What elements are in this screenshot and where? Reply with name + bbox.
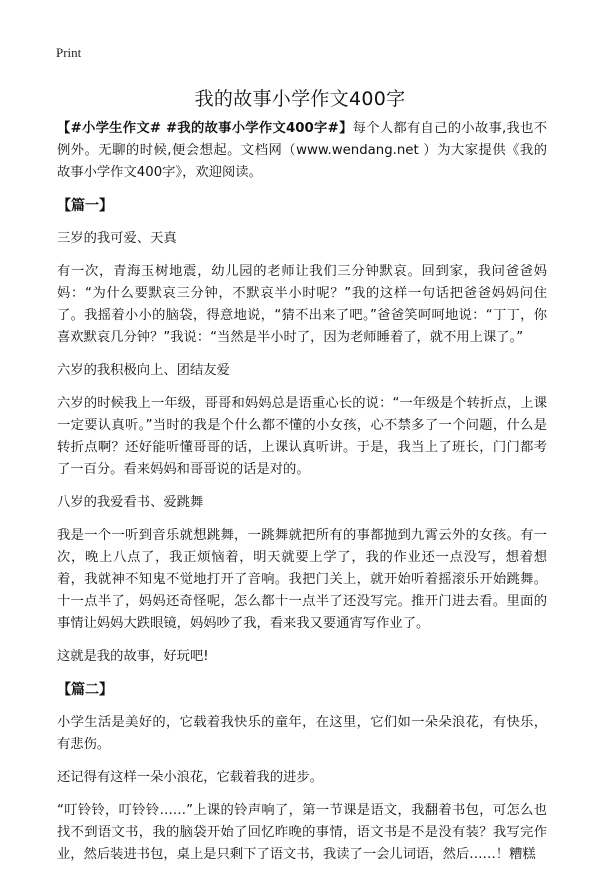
story2-paragraph-3: “叮铃铃，叮铃铃……”上课的铃声响了，第一节课是语文，我翻着书包，可怎么也找不到语文书，我的脑袋开始了回忆昨晚的事情，语文书是不是没有装？我写完作业，然后装进书包，桌上是只剩下了语文书，我读了一会儿词语，然后……！糟糕: [57, 803, 547, 862]
subheading-age-8: 八岁的我爱看书、爱跳舞: [57, 495, 204, 510]
page-title: 我的故事小学作文400字: [194, 88, 406, 110]
intro-text: 每个人都有自己的小故事,我也不例外。无聊的时候,便会想起。文档网（www.wendang.net ）为大家提供《我的故事小学作文400字》，欢迎阅读。: [57, 121, 548, 180]
print-link[interactable]: Print: [56, 45, 82, 60]
story2-paragraph-2: 还记得有这样一朵小浪花，它载着我的进步。: [57, 770, 323, 785]
story-paragraph-2: 六岁的时候我上一年级，哥哥和妈妈总是语重心长的说：“一年级是个转折点，上课一定要认真听。”当时的我是个什么都不懂的小女孩，心不禁多了一个问题，什么是转折点啊？还好能听懂哥哥的话，上课认真听讲。于是，我当上了班长，门门都考了一百分。看来妈妈和哥哥说的话是对的。: [57, 396, 547, 477]
section-heading-1: 【篇一】: [57, 198, 113, 214]
subheading-age-3: 三岁的我可爱、天真: [57, 231, 177, 246]
subheading-age-6: 六岁的我积极向上、团结友爱: [57, 363, 230, 378]
story-paragraph-3: 我是一个一听到音乐就想跳舞，一跳舞就把所有的事都抛到九霄云外的女孩。有一次，晚上八点了，我正烦恼着，明天就要上学了，我的作业还一点没写，想着想着，我就神不知鬼不觉地打开了音响。我把门关上，就开始听着摇滚乐开始跳舞。十一点半了，妈妈还奇怪呢，怎么都十一点半了还没写完。推开门进去看。里面的事情让妈妈大跌眼镜，妈妈吵了我，看来我又要通宵写作业了。: [57, 528, 547, 631]
section-heading-2: 【篇二】: [57, 682, 113, 698]
intro-paragraph: [57, 118, 547, 184]
story-conclusion: 这就是我的故事，好玩吧!: [57, 649, 209, 664]
intro-tags: 【#小学生作文# #我的故事小学作文400字#】: [57, 121, 353, 136]
story-paragraph-1: 有一次，青海玉树地震，幼儿园的老师让我们三分钟默哀。回到家，我问爸爸妈妈：“为什么要默哀三分钟，不默哀半小时呢？”我的这样一句话把爸爸妈妈问住了。我摇着小小的脑袋，得意地说，“猜不出来了吧。”爸爸笑呵呵地说：“丁丁，你喜欢默哀几分钟？”我说：“当然是半小时了，因为老师睡着了，就不用上课了。”: [57, 264, 547, 345]
article-body: [57, 118, 547, 877]
story2-paragraph-1: 小学生活是美好的，它载着我快乐的童年，在这里，它们如一朵朵浪花，有快乐，有悲伤。: [57, 715, 547, 752]
